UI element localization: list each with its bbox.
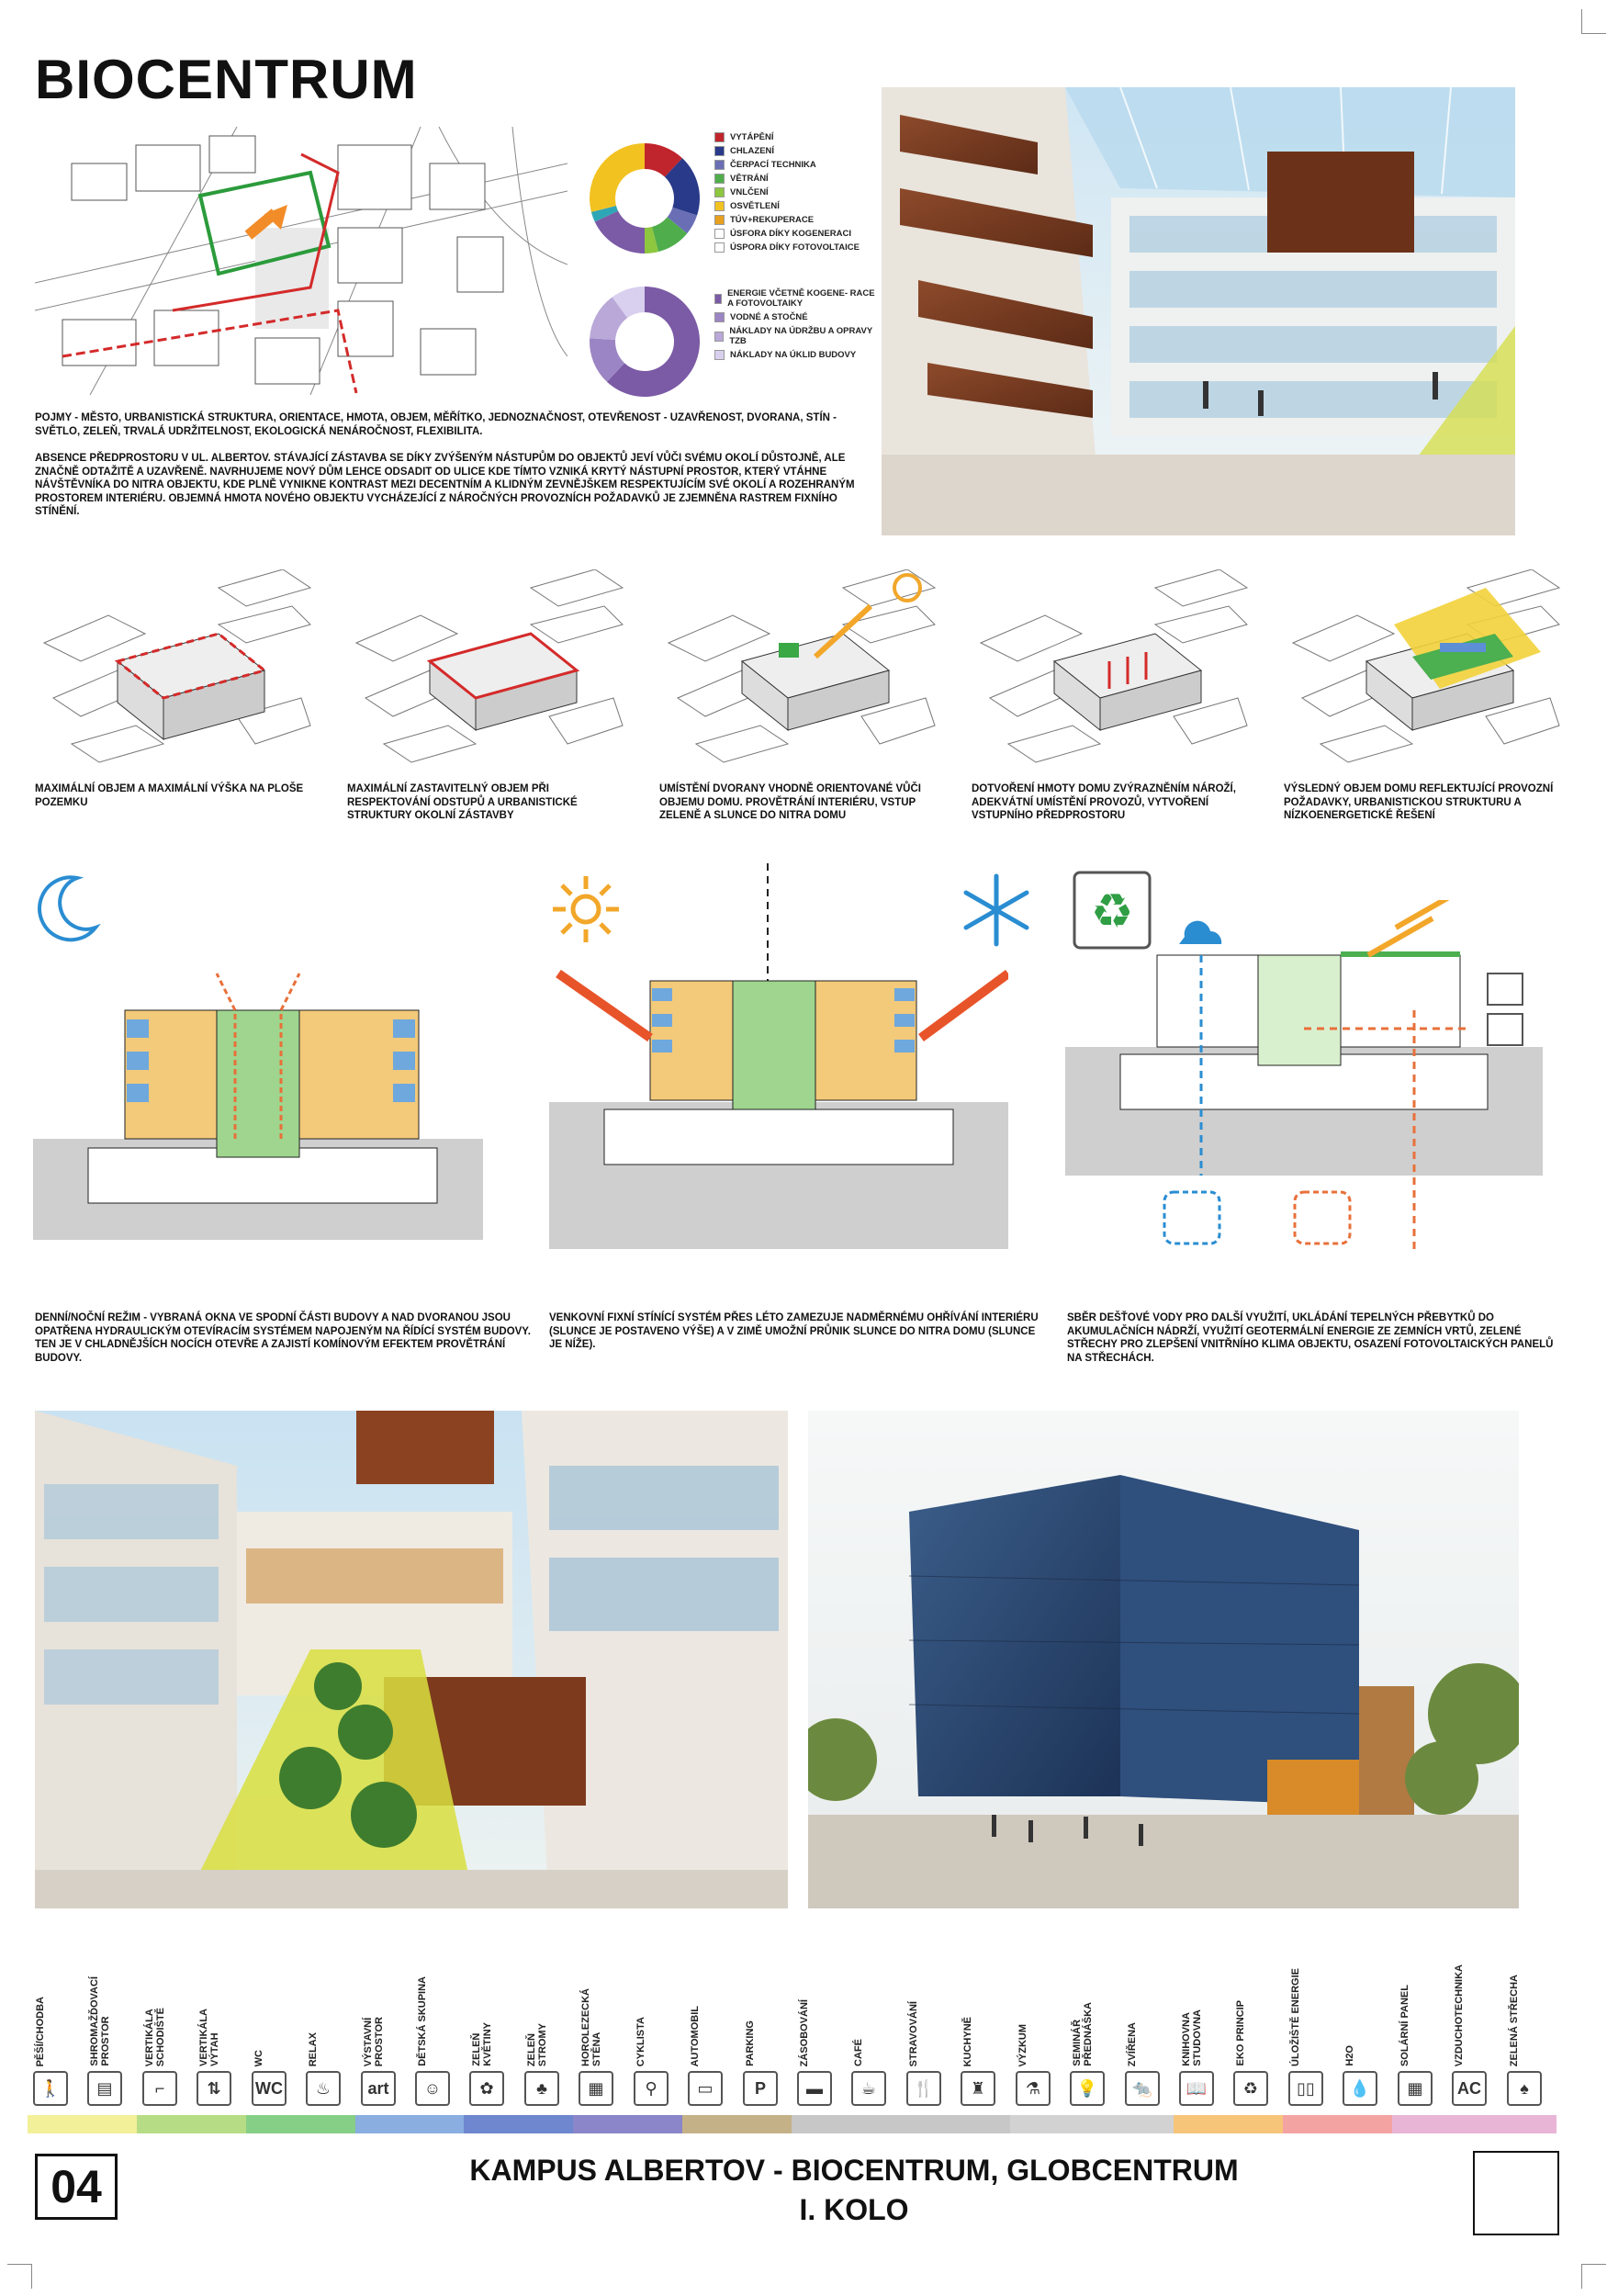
legend-icon-column (1235, 1947, 1272, 2066)
legend-color-bar (410, 2115, 465, 2133)
art-icon: art (361, 2071, 396, 2106)
legend-icon-label: AUTOMOBIL (690, 2005, 701, 2066)
cafe-icon: ☕ (851, 2071, 886, 2106)
water-icon: 💧 (1343, 2071, 1377, 2106)
legend-label: ČERPACÍ TECHNIKA (730, 160, 816, 170)
car-icon: ▭ (688, 2071, 723, 2106)
legend-icon-column (471, 1947, 508, 2066)
legend-label: NÁKLADY NA ÚDRŽBU A OPRAVY TZB (729, 326, 873, 346)
legend-icon-label: ZVÍŘENA (1127, 2021, 1138, 2066)
legend-icon-column (908, 1947, 945, 2066)
dining-icon: 🍴 (906, 2071, 941, 2106)
legend-icon-column (1181, 1947, 1218, 2066)
section-diagram-night (33, 955, 483, 1240)
legend-icon-column (144, 1947, 181, 2066)
legend-label: VĚTRÁNÍ (730, 174, 769, 184)
legend-swatch (714, 242, 725, 253)
crop-mark (1581, 2264, 1606, 2289)
legend-color-bar (1064, 2115, 1119, 2133)
massing-step-text: MAXIMÁLNÍ ZASTAVITELNÝ OBJEM PŘI RESPEKTOVÁNÍ ODSTUPŮ A URBANISTICKÉ STRUKTURY OKOLNÍ ZÁSTAVBY (347, 783, 578, 821)
legend-color-bar (1501, 2115, 1556, 2133)
stamp-box (1473, 2151, 1559, 2235)
legend-icon-column (853, 1947, 890, 2066)
legend-entry (714, 201, 880, 211)
legend-icon-column (1344, 1947, 1381, 2066)
massing-step-text: MAXIMÁLNÍ OBJEM A MAXIMÁLNÍ VÝŠKA NA PLOŠE POZEMKU (35, 783, 304, 808)
crop-mark (7, 2264, 32, 2289)
legend-color-bar (792, 2115, 847, 2133)
legend-color-bar (901, 2115, 956, 2133)
legend-color-bar (1174, 2115, 1229, 2133)
legend-icon-column (635, 1947, 672, 2066)
legend-color-bar (1446, 2115, 1501, 2133)
massing-diagram (1284, 569, 1568, 771)
massing-diagram (347, 569, 632, 771)
legend-icon-label: VÝZKUM (1017, 2023, 1028, 2066)
legend-swatch (714, 132, 725, 142)
truck-icon: ▬ (797, 2071, 832, 2106)
legend-icon-column (308, 1947, 344, 2066)
legend-icon-label: EKO PRINCIP (1235, 2000, 1246, 2066)
legend-icon-column (690, 1947, 726, 2066)
legend-icon-label: VÝSTAVNÍ PROSTOR (363, 2016, 385, 2066)
legend-label: OSVĚTLENÍ (730, 201, 780, 211)
intro-keywords: POJMY - MĚSTO, URBANISTICKÁ STRUKTURA, ORIENTACE, HMOTA, OBJEM, MĚŘÍTKO, JEDNOZNAČNOST, OTEVŘENOST - UZAVŘENOST, DVORANA, STÍN - SVĚTLO, ZELEŇ, TRVALÁ UDRŽITELNOST, EKOLOGICKÁ NENÁROČNOST, FLEXIBILITA. (35, 412, 837, 437)
section-diagram-eco (1065, 900, 1543, 1249)
legend-color-bar (737, 2115, 792, 2133)
page-title: BIOCENTRUM (35, 49, 418, 110)
legend-icon-column (799, 1947, 836, 2066)
legend-color-bar (464, 2115, 519, 2133)
legend-swatch (714, 350, 725, 360)
atrium-render-bottom (35, 1411, 788, 1908)
legend-color-bar (1228, 2115, 1283, 2133)
legend-icon-label: SHROMAŽĎOVACÍ PROSTOR (89, 1976, 111, 2066)
footer-subtitle: I. KOLO (799, 2193, 909, 2226)
legend-entry (714, 312, 880, 322)
legend-entry (714, 132, 880, 142)
legend-swatch (714, 332, 724, 342)
legend-icon-column (417, 1947, 454, 2066)
legend-icon-column (1399, 1947, 1436, 2066)
legend-icon-column (745, 1947, 781, 2066)
atrium-interior-render (882, 87, 1515, 535)
legend-entry (714, 215, 880, 225)
legend-swatch (714, 201, 725, 211)
legend-label: ÚSPORA DÍKY FOTOVOLTAICE (730, 242, 860, 253)
flower-icon: ✿ (469, 2071, 504, 2106)
animal-icon: 🐀 (1125, 2071, 1160, 2106)
legend-color-bar (1119, 2115, 1174, 2133)
legend-icon-column (1509, 1947, 1545, 2066)
svg-text:♻: ♻ (1090, 884, 1134, 940)
legend-color-bar (1283, 2115, 1338, 2133)
legend-swatch (714, 160, 725, 170)
legend-entry (714, 350, 880, 360)
legend-label: TÚV+REKUPERACE (730, 215, 815, 225)
legend-icon-label: ÚLOŽIŠTĚ ENERGIE (1290, 1968, 1301, 2066)
site-plan (35, 127, 568, 395)
legend-icon-label: H2O (1344, 2045, 1355, 2066)
legend-icon-column (198, 1947, 235, 2066)
legend-color-bar (191, 2115, 246, 2133)
legend-entry (714, 326, 880, 346)
legend-label: CHLAZENÍ (730, 146, 775, 156)
staircase-icon: ⌐ (142, 2071, 177, 2106)
section-diagram-shading (549, 863, 1008, 1249)
legend-swatch (714, 174, 725, 184)
legend-icon-label: DĚTSKÁ SKUPINA (417, 1976, 428, 2066)
legend-color-bar (1010, 2115, 1065, 2133)
parking-icon: P (743, 2071, 778, 2106)
massing-step-text: UMÍSTĚNÍ DVORANY VHODNĚ ORIENTOVANÉ VŮČI OBJEMU DOMU. PROVĚTRÁNÍ INTERIÉRU, VSTUP ZELENĚ A SLUNCE DO NITRA DOMU (659, 783, 921, 821)
tree-icon: ♣ (524, 2071, 559, 2106)
sheet-number-box (35, 2154, 118, 2220)
legend-icon-column (526, 1947, 563, 2066)
legend-color-bar (82, 2115, 137, 2133)
legend-icon-column (580, 1947, 617, 2066)
legend-icon-column (1072, 1947, 1108, 2066)
legend-icon-label: VERTIKÁLA SCHODIŠTĚ (144, 2007, 166, 2066)
legend-icon-column (35, 1947, 72, 2066)
legend-swatch (714, 294, 722, 304)
stairs-icon: ▤ (87, 2071, 122, 2106)
legend-icon-column (1017, 1947, 1054, 2066)
legend-label: VYTÁPĚNÍ (730, 132, 774, 142)
legend-entry (714, 187, 880, 197)
recycle-icon: ♻ (1233, 2071, 1268, 2106)
legend-entry (714, 229, 880, 239)
crop-mark (1581, 9, 1606, 34)
massing-step-text: VÝSLEDNÝ OBJEM DOMU REFLEKTUJÍCÍ PROVOZNÍ POŽADAVKY, URBANISTICKOU STRUKTURU A NÍZKOENERGETICKÉ ŘEŠENÍ (1284, 783, 1554, 821)
legend-icon-column (89, 1947, 126, 2066)
section-text-shading: VENKOVNÍ FIXNÍ STÍNÍCÍ SYSTÉM PŘES LÉTO ZAMEZUJE NADMĚRNÉMU OHŘÍVÁNÍ INTERIÉRU (SLUNCE JE POSTAVENO VÝŠE) A V ZIMĚ UMOŽNÍ PRŮNIK SLUNCE DO NITRA DOMU (SLUNCE JE NÍŽE). (549, 1312, 1039, 1350)
legend-icon-label: STRAVOVÁNÍ (908, 2000, 919, 2066)
legend-label: VODNÉ A STOČNÉ (730, 312, 808, 322)
solar-panel-icon: ▦ (1398, 2071, 1433, 2106)
massing-diagram (659, 569, 944, 771)
legend-color-bar (519, 2115, 574, 2133)
legend-icon-label: ZÁSOBOVÁNÍ (799, 1998, 810, 2066)
legend-swatch (714, 215, 725, 225)
moon-icon (31, 871, 105, 944)
legend-entry (714, 174, 880, 184)
donut-slice (590, 143, 645, 212)
legend-icon-label: HOROLEZECKÁ STĚNA (580, 1988, 602, 2066)
sheet-number: 04 (51, 2161, 102, 2212)
legend-color-bar (28, 2115, 83, 2133)
legend-icon-label: KNIHOVNA STUDOVNA (1181, 2009, 1203, 2066)
legend-color-bar (137, 2115, 192, 2133)
legend-entry (714, 288, 880, 309)
ac-icon: AC (1452, 2071, 1487, 2106)
cost-donut-chart (586, 283, 703, 400)
walk-icon: 🚶 (33, 2071, 68, 2106)
green-roof-icon: ♠ (1507, 2071, 1542, 2106)
legend-icon-column (1454, 1947, 1490, 2066)
energy-donut-chart (586, 140, 703, 257)
research-icon: ⚗ (1016, 2071, 1051, 2106)
legend-label: ENERGIE VČETNĚ KOGENE- RACE A FOTOVOLTAIKY (727, 288, 875, 309)
energy-legend (714, 132, 880, 256)
legend-icon-label: PARKING (745, 2020, 756, 2066)
legend-entry (714, 242, 880, 253)
relax-icon: ♨ (306, 2071, 341, 2106)
legend-icon-label: SEMINÁŘ PŘEDNÁŠKA (1072, 2002, 1094, 2066)
footer-title: KAMPUS ALBERTOV - BIOCENTRUM, GLOBCENTRUM (469, 2154, 1239, 2187)
legend-icon-label: SOLÁRNÍ PANEL (1399, 1984, 1410, 2066)
legend-icon-label: CYKLISTA (635, 2016, 646, 2066)
legend-color-bar (846, 2115, 901, 2133)
legend-swatch (714, 312, 725, 322)
legend-icon-label: CAFÉ (853, 2039, 864, 2066)
legend-icon-label: ZELENÁ STŘECHA (1509, 1974, 1520, 2066)
legend-color-bar (955, 2115, 1010, 2133)
legend-swatch (714, 187, 725, 197)
legend-icon-column (962, 1947, 999, 2066)
legend-icon-label: ZELEŇ KVĚTINY (471, 2022, 493, 2066)
massing-diagram (35, 569, 320, 771)
legend-color-bar (628, 2115, 683, 2133)
legend-entry (714, 160, 880, 170)
legend-label: VNLČENÍ (730, 187, 769, 197)
legend-label: ÚSFORA DÍKY KOGENERACI (730, 229, 851, 239)
exterior-render (808, 1411, 1519, 1908)
cost-legend (714, 288, 880, 364)
legend-icon-label: VERTIKÁLA VÝTAH (198, 2009, 220, 2066)
legend-icon-label: WC (253, 2049, 264, 2066)
climbing-icon: ▦ (579, 2071, 613, 2106)
wc-icon: WC (252, 2071, 287, 2106)
lecture-icon: 💡 (1070, 2071, 1105, 2106)
section-text-night: DENNÍ/NOČNÍ REŽIM - VYBRANÁ OKNA VE SPODNÍ ČÁSTI BUDOVY A NAD DVORANOU JSOU OPATŘENA HYDRAULICKÝM OTEVÍRACÍM SYSTÉMEM NAPOJENÝM NA ŘÍDÍCÍ SYSTÉM BUDOVY. TEN JE V CHLADNĚJŠÍCH NOCÍCH OTEVŘE A ZAJISTÍ KOMÍNOVÝM EFEKTEM PROVĚTRÁNÍ BUDOVY. (35, 1312, 531, 1364)
legend-color-bar (1337, 2115, 1392, 2133)
legend-icon-column (253, 1947, 290, 2066)
legend-swatch (714, 229, 725, 239)
elevator-icon: ⇅ (197, 2071, 231, 2106)
battery-icon: ▯▯ (1288, 2071, 1323, 2106)
legend-swatch (714, 146, 725, 156)
intro-description: ABSENCE PŘEDPROSTORU V UL. ALBERTOV. STÁVAJÍCÍ ZÁSTAVBA SE DÍKY ZVÝŠENÝM NÁSTUPŮM DO OBJEKTŮ JEVÍ VŮČI SVÉMU OKOLÍ DŮSTOJNĚ, ALE ZNAČNĚ ODTAŽITĚ A UZAVŘENĚ. NAVRHUJEME NOVÝ DŮM LEHCE ODSADIT OD ULICE KDE TÍMTO VZNIKÁ KRYTÝ NÁSTUPNÍ PROSTOR, KTERÝ VTÁHNE NÁVŠTĚVNÍKA DO NITRA OBJEKTU, KDE PLNĚ VYNIKNE KONTRAST MEZI DECENTNÍM A KLIDNÝM ZEVNĚJŠKEM RESPEKTUJÍCÍM SVÉ OKOLÍ A ROZEHRANÝM PROSTOREM INTERIÉRU. OBJEMNÁ HMOTA NOVÉHO OBJEKTU VYCHÁZEJÍCÍ Z NÁROČNÝCH PROVOZNÍCH POŽADAVKŮ JE ZJEMNĚNA RASTREM FIXNÍHO STÍNĚNÍ. (35, 453, 855, 517)
legend-color-bar (300, 2115, 355, 2133)
massing-diagram (972, 569, 1256, 771)
legend-icon-label: ZELEŇ STROMY (526, 2022, 548, 2066)
section-text-eco: SBĚR DEŠŤOVÉ VODY PRO DALŠÍ VYUŽITÍ, UKLÁDÁNÍ TEPELNÝCH PŘEBYTKŮ DO AKUMULAČNÍCH NÁDRŽÍ, VYUŽITÍ GEOTERMÁLNÍ ENERGIE ZE ZEMNÍCH VRTŮ, ZELENÉ STŘECHY PRO ZLEPŠENÍ VNITŘNÍHO KLIMA OBJEKTU, OSAZENÍ FOTOVOLTAICKÝCH PANELŮ NA STŘECHÁCH. (1067, 1312, 1554, 1364)
legend-color-bar (246, 2115, 301, 2133)
child-icon: ☺ (415, 2071, 450, 2106)
legend-icon-column (1290, 1947, 1327, 2066)
legend-icon-label: VZDUCHOTECHNIKA (1454, 1964, 1465, 2066)
kitchen-icon: ♜ (961, 2071, 995, 2106)
legend-color-bar (355, 2115, 410, 2133)
legend-color-bar (573, 2115, 628, 2133)
legend-icon-label: PĚŠÍ/CHODBA (35, 1996, 46, 2066)
legend-entry (714, 146, 880, 156)
legend-label: NÁKLADY NA ÚKLID BUDOVY (730, 350, 857, 360)
legend-icon-label: KUCHYNĚ (962, 2016, 973, 2066)
legend-icon-column (363, 1947, 399, 2066)
legend-icon-column (1127, 1947, 1163, 2066)
legend-icon-label: RELAX (308, 2032, 319, 2066)
legend-color-bar (1392, 2115, 1447, 2133)
legend-color-bar (682, 2115, 737, 2133)
library-icon: 📖 (1179, 2071, 1214, 2106)
bike-icon: ⚲ (634, 2071, 669, 2106)
massing-step-text: DOTVOŘENÍ HMOTY DOMU ZVÝRAZNĚNÍM NÁROŽÍ, ADEKVÁTNÍ UMÍSTĚNÍ PROVOZŮ, VYTVOŘENÍ VSTUPNÍHO PŘEDPROSTORU (972, 783, 1236, 821)
